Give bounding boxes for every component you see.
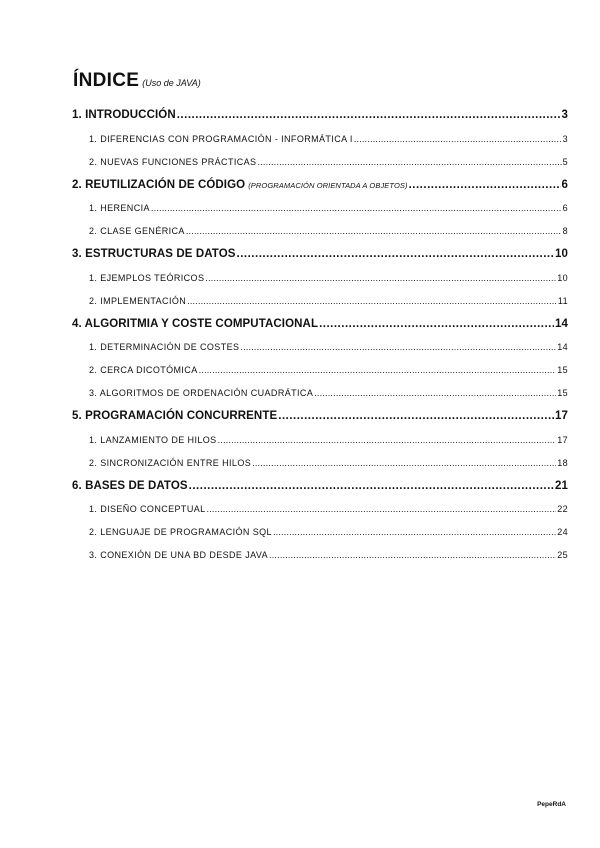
dot-leader	[240, 336, 556, 359]
toc-section-label	[72, 174, 408, 198]
toc-page-number: 6	[561, 178, 568, 191]
toc-section-label	[72, 313, 318, 337]
toc-subsection-row[interactable]	[72, 521, 568, 544]
toc-subsection-label: 1. LANZAMIENTO DE HILOS	[89, 434, 217, 445]
toc-subsection-row[interactable]	[72, 359, 568, 382]
dot-leader	[199, 359, 557, 382]
toc-page-number: 3	[562, 133, 568, 144]
toc-page-number: 10	[557, 272, 568, 283]
table-of-contents	[72, 104, 568, 567]
toc-subsection-row[interactable]	[72, 336, 568, 359]
toc-page-number: 25	[557, 550, 568, 560]
toc-section-subtitle: (PROGRAMACIÓN ORIENTADA A OBJETOS)	[248, 180, 408, 190]
toc-page-number: 3	[561, 109, 568, 121]
toc-subsection-label: 2. CERCA DICOTÓMICA	[89, 365, 198, 375]
toc-subsection-label: 2. LENGUAJE DE PROGRAMACIÓN SQL	[89, 527, 272, 537]
toc-subsection-label: 1. DETERMINACIÓN DE COSTES	[89, 342, 240, 352]
dot-leader	[189, 475, 554, 499]
dot-leader	[257, 151, 561, 174]
toc-subsection-row[interactable]	[72, 290, 568, 313]
toc-page-number: 5	[562, 156, 568, 167]
dot-leader	[278, 405, 554, 429]
toc-page-number: 11	[557, 295, 568, 306]
title-subtitle: (Uso de JAVA)	[142, 78, 201, 88]
toc-page-number: 22	[557, 504, 568, 514]
toc-subsection-label: 2. SINCRONIZACIÓN ENTRE HILOS	[89, 457, 252, 468]
toc-page-number: 18	[557, 457, 568, 468]
toc-section-row[interactable]	[72, 174, 568, 198]
toc-page-number: 10	[555, 248, 568, 260]
toc-section-title: 1. INTRODUCCIÓN	[72, 109, 176, 121]
toc-subsection-row[interactable]	[72, 197, 568, 220]
toc-subsection-row[interactable]	[72, 220, 568, 243]
dot-leader	[237, 243, 554, 267]
toc-section-row[interactable]	[72, 104, 568, 128]
dot-leader	[314, 382, 556, 405]
toc-page-number: 17	[555, 410, 568, 422]
toc-page-number: 15	[557, 365, 568, 375]
toc-subsection-row[interactable]	[72, 452, 568, 475]
toc-subsection-row[interactable]	[72, 544, 568, 567]
toc-section-label	[72, 475, 188, 499]
dot-leader	[151, 197, 562, 220]
toc-section-title: 2. REUTILIZACIÓN DE CÓDIGO	[72, 178, 246, 191]
footer-mark: PepeRdA	[537, 801, 566, 808]
toc-subsection-label: 1. EJEMPLOS TEÓRICOS	[89, 272, 205, 283]
dot-leader	[187, 290, 557, 313]
dot-leader	[354, 128, 562, 151]
toc-page-number: 8	[562, 226, 568, 236]
toc-subsection-row[interactable]	[72, 498, 568, 521]
dot-leader	[269, 544, 556, 567]
dot-leader	[218, 429, 557, 452]
toc-subsection-label: 2. NUEVAS FUNCIONES PRÁCTICAS	[89, 156, 257, 167]
toc-page-number: 21	[555, 479, 568, 492]
toc-subsection-label: 3. CONEXIÓN DE UNA BD DESDE JAVA	[89, 550, 269, 560]
toc-section-label	[72, 243, 236, 267]
dot-leader	[319, 313, 554, 337]
toc-section-label	[72, 104, 176, 128]
toc-subsection-row[interactable]	[72, 267, 568, 290]
toc-section-title: 4. ALGORITMIA Y COSTE COMPUTACIONAL	[72, 317, 319, 330]
toc-subsection-label: 1. DISEÑO CONCEPTUAL	[89, 504, 206, 514]
toc-section-label	[72, 405, 277, 429]
dot-leader	[186, 220, 562, 243]
dot-leader	[409, 174, 561, 198]
title-text: ÍNDICE	[73, 70, 140, 91]
toc-section-title: 5. PROGRAMACIÓN CONCURRENTE	[72, 410, 278, 422]
toc-section-row[interactable]	[72, 405, 568, 429]
toc-section-title: 6. BASES DE DATOS	[72, 479, 188, 492]
toc-page-number: 24	[557, 527, 568, 537]
toc-page-number: 14	[557, 342, 568, 352]
toc-section-row[interactable]	[72, 313, 568, 337]
toc-page-number: 6	[562, 203, 568, 213]
toc-subsection-label: 1. HERENCIA	[89, 203, 150, 213]
dot-leader	[177, 104, 561, 128]
toc-section-row[interactable]	[72, 475, 568, 499]
toc-subsection-label: 3. ALGORITMOS DE ORDENACIÓN CUADRÁTICA	[89, 388, 314, 398]
dot-leader	[273, 521, 556, 544]
dot-leader	[205, 267, 556, 290]
toc-subsection-label: 1. DIFERENCIAS CON PROGRAMACIÓN - INFORMÁTICA I	[89, 133, 353, 144]
toc-section-row[interactable]	[72, 243, 568, 267]
toc-subsection-label: 2. IMPLEMENTACIÓN	[89, 295, 187, 306]
page-title	[73, 70, 201, 92]
toc-subsection-row[interactable]	[72, 429, 568, 452]
toc-page-number: 14	[555, 317, 568, 330]
toc-section-title: 3. ESTRUCTURAS DE DATOS	[72, 248, 236, 260]
toc-page-number: 17	[557, 434, 568, 445]
toc-subsection-label: 2. CLASE GENÉRICA	[89, 226, 185, 236]
dot-leader	[252, 452, 556, 475]
toc-page-number: 15	[557, 388, 568, 398]
toc-subsection-row[interactable]	[72, 151, 568, 174]
toc-subsection-row[interactable]	[72, 382, 568, 405]
dot-leader	[207, 498, 557, 521]
toc-subsection-row[interactable]	[72, 128, 568, 151]
